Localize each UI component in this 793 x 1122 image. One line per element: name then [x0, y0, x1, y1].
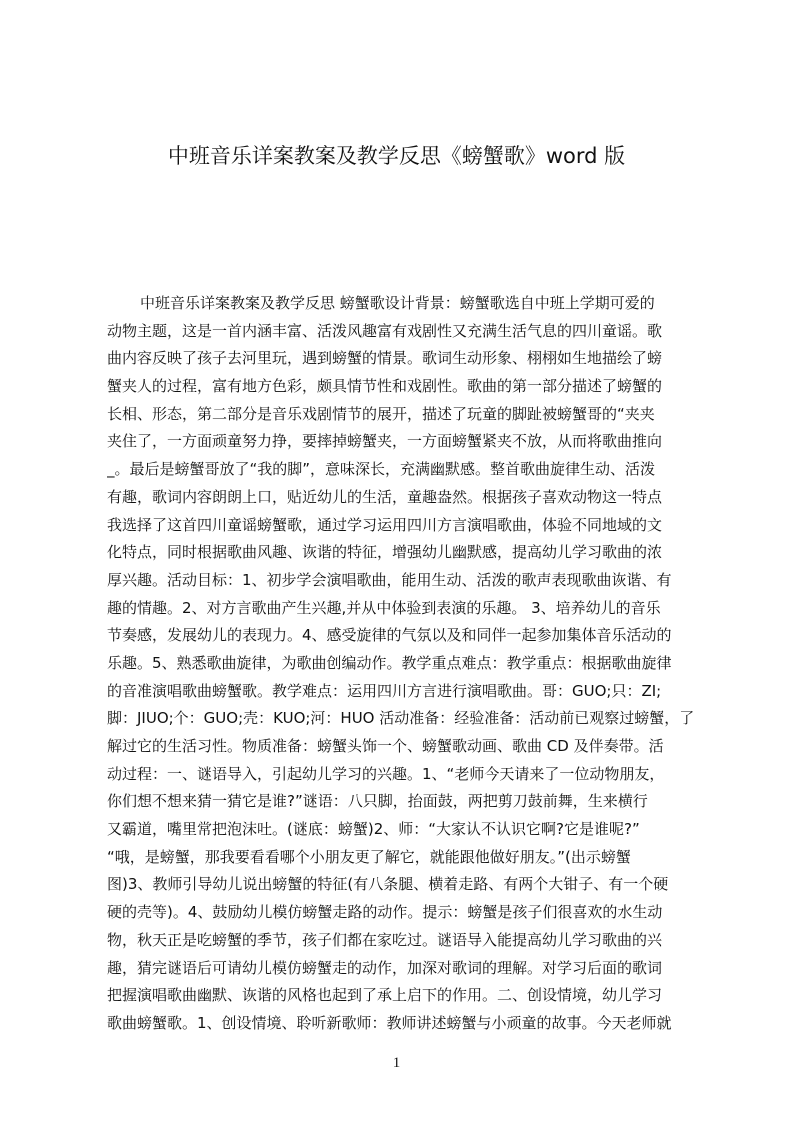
- body-text-line: 把握演唱歌曲幽默、诙谐的风格也起到了承上启下的作用。二、创设情境，幼儿学习: [107, 986, 663, 1005]
- document-title: 中班音乐详案教案及教学反思《螃蟹歌》word 版: [167, 144, 626, 168]
- body-text-line: 中班音乐详案教案及教学反思 螃蟹歌设计背景：螃蟹歌选自中班上学期可爱的: [140, 294, 655, 312]
- body-text-line: 长相、形态，第二部分是音乐戏剧情节的展开，描述了玩童的脚趾被螃蟹哥的“夹夹: [107, 404, 655, 423]
- body-text-line: 的音准演唱歌曲螃蟹歌。教学难点：运用四川方言进行演唱歌曲。哥：GUO;只：ZI;: [107, 681, 662, 700]
- body-text-line: _。最后是螃蟹哥放了“我的脚”，意味深长，充满幽默感。整首歌曲旋律生动、活泼: [107, 460, 656, 479]
- body-text-line: 脚：JIUO;个：GUO;壳：KUO;河：HUO 活动准备：经验准备：活动前已观察过螃蟹，了: [107, 709, 695, 728]
- body-text-line: “哦，是螃蟹，那我要看看哪个小朋友更了解它，就能跟他做好朋友。”(出示螃蟹: [107, 847, 631, 866]
- body-text-line: 夹住了，一方面顽童努力挣，要摔掉螃蟹夹，一方面螃蟹紧夹不放，从而将歌曲推向: [107, 432, 663, 451]
- body-text-line: 曲内容反映了孩子去河里玩，遇到螃蟹的情景。歌词生动形象、栩栩如生地描绘了螃: [107, 349, 663, 368]
- body-text-line: 节奏感，发展幼儿的表现力。4、感受旋律的气氛以及和同伴一起参加集体音乐活动的: [107, 626, 672, 645]
- body-text-line: 硬的壳等)。4、鼓励幼儿模仿螃蟹走路的动作。提示：螃蟹是孩子们很喜欢的水生动: [107, 903, 663, 922]
- body-text-line: 又霸道，嘴里常把泡沫吐。(谜底：螃蟹)2、师：“大家认不认识它啊?它是谁呢?”: [107, 820, 640, 839]
- body-text-line: 趣，猜完谜语后可请幼儿模仿螃蟹走的动作，加深对歌词的理解。对学习后面的歌词: [107, 958, 663, 977]
- body-text-line: 动过程：一、谜语导入，引起幼儿学习的兴趣。1、“老师今天请来了一位动物朋友，: [107, 764, 665, 783]
- body-text-line: 物，秋天正是吃螃蟹的季节，孩子们都在家吃过。谜语导入能提高幼儿学习歌曲的兴: [107, 930, 663, 949]
- body-text-line: 趣的情趣。2、对方言歌曲产生兴趣,并从中体验到表演的乐趣。 3、培养幼儿的音乐: [107, 598, 661, 617]
- body-text-line: 你们想不想来猜一猜它是谁?”谜语：八只脚，抬面鼓，两把剪刀鼓前舞，生来横行: [107, 792, 648, 811]
- page-number: 1: [392, 1055, 401, 1071]
- body-text-line: 解过它的生活习性。物质准备：螃蟹头饰一个、螃蟹歌动画、歌曲 CD 及伴奏带。活: [107, 737, 664, 755]
- body-text-line: 动物主题，这是一首内涵丰富、活泼风趣富有戏剧性又充满生活气息的四川童谣。歌: [107, 321, 663, 340]
- body-text-line: 我选择了这首四川童谣螃蟹歌，通过学习运用四川方言演唱歌曲，体验不同地域的文: [107, 515, 663, 534]
- body-text-line: 厚兴趣。活动目标：1、初步学会演唱歌曲，能用生动、活泼的歌声表现歌曲诙谐、有: [107, 570, 672, 589]
- document-body: [107, 290, 697, 1038]
- body-text-line: 乐趣。5、熟悉歌曲旋律，为歌曲创编动作。教学重点难点：教学重点：根据歌曲旋律: [107, 653, 672, 672]
- body-text-line: 化特点，同时根据歌曲风趣、诙谐的特征，增强幼儿幽默感，提高幼儿学习歌曲的浓: [107, 543, 663, 562]
- body-text-line: 蟹夹人的过程，富有地方色彩，颇具情节性和戏剧性。歌曲的第一部分描述了螃蟹的: [107, 377, 663, 396]
- body-text-line: 图)3、教师引导幼儿说出螃蟹的特征(有八条腿、横着走路、有两个大钳子、有一个硬: [107, 875, 669, 894]
- body-text-line: 有趣，歌词内容朗朗上口，贴近幼儿的生活，童趣盎然。根据孩子喜欢动物这一特点: [107, 487, 663, 506]
- body-text-line: 歌曲螃蟹歌。1、创设情境、聆听新歌师：教师讲述螃蟹与小顽童的故事。今天老师就: [107, 1013, 672, 1032]
